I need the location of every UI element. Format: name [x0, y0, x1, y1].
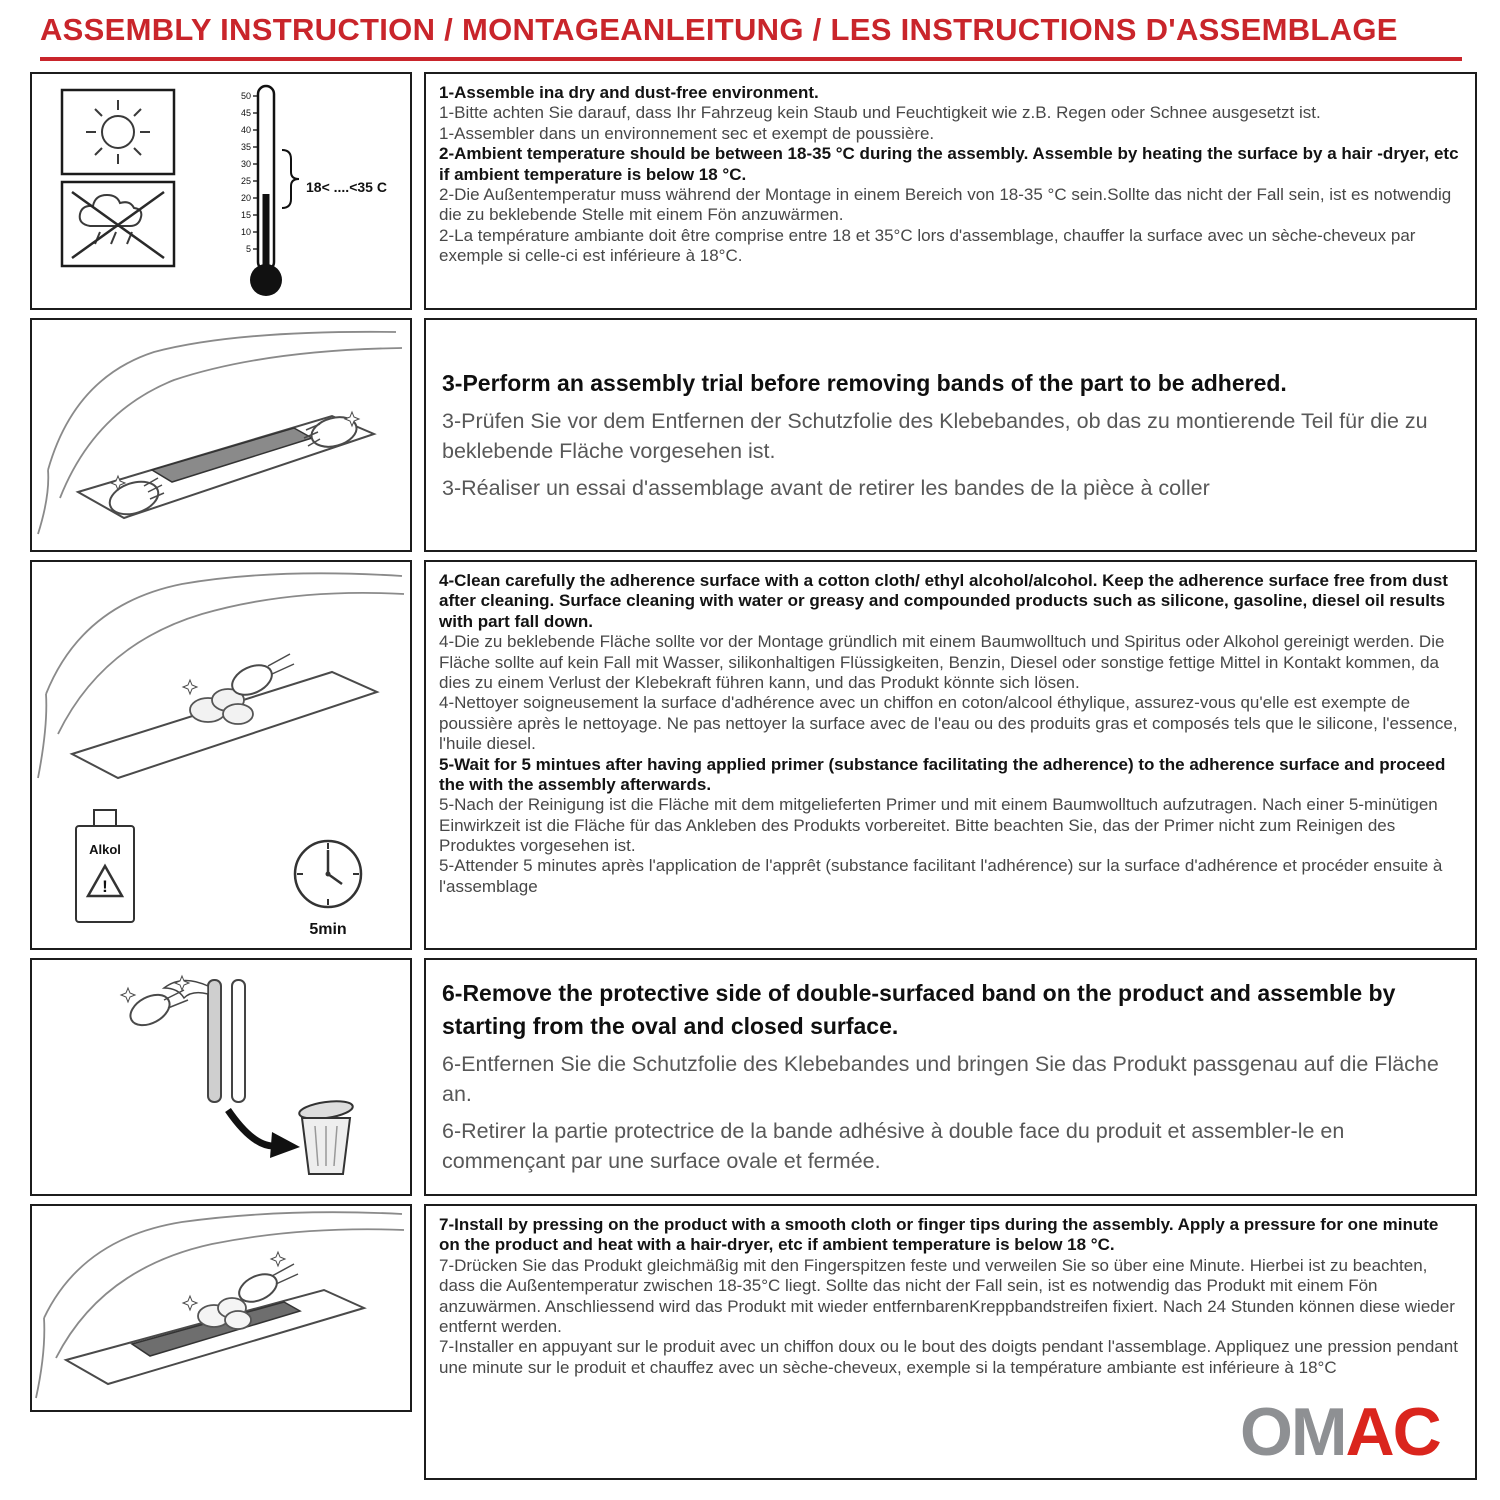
thermometer-scale [241, 91, 251, 254]
temperature-range-label: 18< ....<35 C [306, 179, 387, 195]
step7-fr: 7-Installer en appuyant sur le produit avec un chiffon doux ou le bout des doigts pendant l'assemblage. Appliquez une pression pendant une minute sur le produit et chauffez avec un sèche-cheveux, exemple si la température ambiante est inférieure à 18°C [439, 1337, 1458, 1377]
step6-fr: 6-Retirer la partie protectrice de la bande adhésive à double face du produit et assembler-le en commençant par une surface ovale et fermée. [442, 1118, 1345, 1174]
svg-text:!: ! [102, 877, 108, 896]
step2-en: 2-Ambient temperature should be between 18-35 °C during the assembly. Assemble by heating the surface by a hair -dryer, etc if ambient temperature is below 18 °C. [439, 144, 1459, 184]
svg-text:45: 45 [240, 108, 251, 118]
adhesive-strips [164, 980, 245, 1102]
step5-de: 5-Nach der Reinigung ist die Fläche mit dem mitgelieferten Primer und mit einem Baumwolltuch aufzutragen. Nach einer 5-minütigen Einwirkzeit ist die Fläche für das Ankleben des Produkts vorbereitet. Bitte beachten Sie, das der Primer nicht zum Reinigen des Produktes vorgesehen ist. [439, 795, 1438, 856]
svg-text:25: 25 [240, 176, 251, 186]
step6-en: 6-Remove the protective side of double-surfaced band on the product and assemble by starting from the oval and closed surface. [442, 980, 1396, 1039]
no-rain-icon [62, 182, 174, 266]
trash-can-icon [298, 1098, 354, 1174]
title-underline [40, 57, 1462, 61]
svg-text:5: 5 [245, 244, 251, 254]
svg-text:35: 35 [240, 142, 251, 152]
five-minutes-label: 5min [309, 921, 347, 938]
step7-en: 7-Install by pressing on the product with a smooth cloth or finger tips during the assembly. Apply a pressure for one minute on the product and heat with a hair-dryer, etc if ambient temperature is below 18 °C. [439, 1215, 1439, 1255]
svg-text:50: 50 [240, 91, 251, 101]
step5-en: 5-Wait for 5 mintues after having applied primer (substance facilitating the adherence) to the adherence surface and proceed the with the assembly afterwards. [439, 754, 1446, 794]
alcohol-bottle-icon [76, 810, 134, 922]
illustration-peel-band [30, 958, 412, 1196]
instructions-step-1-2 [424, 72, 1477, 310]
sun-icon [62, 90, 174, 174]
svg-text:30: 30 [240, 159, 251, 169]
omac-logo [1240, 1394, 1440, 1470]
instructions-step-4-5 [424, 560, 1477, 950]
pressing-cloth-icon [198, 1298, 251, 1329]
illustration-trial-fit [30, 318, 412, 552]
svg-text:15: 15 [240, 210, 251, 220]
svg-text:20: 20 [240, 193, 251, 203]
step2-de: 2-Die Außentemperatur muss während der Montage in einem Bereich von 18-35 °C sein.Sollte das nicht der Fall sein, ist es notwendig die zu beklebende Stelle mit einem Fön anzuwärmen. [439, 184, 1452, 225]
svg-text:10: 10 [240, 227, 251, 237]
step1-fr: 1-Assembler dans un environnement sec et exempt de poussière. [439, 123, 935, 143]
step1-de: 1-Bitte achten Sie darauf, dass Ihr Fahrzeug kein Staub und Feuchtigkeit wie z.B. Regen oder Schnee ausgesetzt ist. [439, 103, 1321, 123]
illustration-press-install [30, 1204, 412, 1412]
svg-text:40: 40 [240, 125, 251, 135]
omac-logo-ac: AC [1345, 1394, 1440, 1470]
step5-fr: 5-Attender 5 minutes après l'application de l'apprêt (substance facilitant l'adhérence) sur la surface d'adhérence et procéder ensuite à l'assemblage [439, 856, 1443, 896]
step4-fr: 4-Nettoyer soigneusement la surface d'adhérence avec un chiffon en coton/alcool éthylique, assurez-vous qu'elle est exempte de poussière après le nettoyage. Ne pas nettoyer la surface avec de l'eau ou des produits gras et composés tels que le silicone, l'essence, l'huile diesel. [439, 693, 1458, 754]
instructions-step-6 [424, 958, 1477, 1196]
step2-fr: 2-La température ambiante doit être comprise entre 18 et 35°C lors d'assemblage, chauffer la surface avec un sèche-cheveux par exemple si celle-ci est inférieure à 18°C. [439, 225, 1416, 266]
illustration-environment [30, 72, 412, 310]
page-title: ASSEMBLY INSTRUCTION / MONTAGEANLEITUNG / LES INSTRUCTIONS D'ASSEMBLAGE [40, 12, 1398, 47]
step6-de: 6-Entfernen Sie die Schutzfolie des Klebebandes und bringen Sie das Produkt passgenau auf die Fläche an. [442, 1051, 1439, 1107]
step7-de: 7-Drücken Sie das Produkt gleichmäßig mit den Fingerspitzen feste und verweilen Sie so über eine Minute. Hierbei ist zu beachten, dass die Außentemperatur zwischen 18-35°C liegt. Sollte das nicht der Fall sein, ist es notwendig das Produkt mit einem Fön anzuwärmen. Anschliessend wird das Produkt mit wieder entfernbarenKreppbandstreifen fixiert. Nach 24 Stunden können diese wieder entfernt werden. [439, 1255, 1455, 1336]
instructions-step-3 [424, 318, 1477, 552]
step3-fr: 3-Réaliser un essai d'assemblage avant de retirer les bandes de la pièce à coller [442, 475, 1210, 500]
step4-en: 4-Clean carefully the adherence surface with a cotton cloth/ ethyl alcohol/alcohol. Keep the adherence surface free from dust after cleaning. Surface cleaning with water or greasy and compounded products such as silicone, gasoline, diesel oil results with part fall down. [439, 571, 1448, 631]
step4-de: 4-Die zu beklebende Fläche sollte vor der Montage gründlich mit einem Baumwolltuch und Spiritus oder Alkohol gereinigt werden. Die Fläche sollte auf kein Fall mit Wasser, silikonhaltigen Flüssigkeiten, Benzin, Diesel oder sonstige fettige Mittel in Kontakt kommen, da dies zu einem Verlust der Klebekraft führen kann, und das Produkt könnte sich lösen. [439, 632, 1445, 692]
illustration-clean-surface [30, 560, 412, 950]
omac-logo-om: OM [1240, 1394, 1346, 1470]
door-sill [72, 672, 377, 778]
arrow-to-trash-icon [228, 1110, 300, 1158]
peeling-hand-icon [121, 976, 189, 1031]
clock-icon [295, 841, 361, 938]
alkol-label: Alkol [89, 842, 121, 857]
step3-de: 3-Prüfen Sie vor dem Entfernen der Schutzfolie des Klebebandes, ob das zu montierende Teil für die zu beklebende Fläche vorgesehen ist. [442, 408, 1428, 464]
thermometer-icon [241, 86, 387, 296]
step1-en: 1-Assemble ina dry and dust-free environment. [439, 83, 819, 102]
step3-en: 3-Perform an assembly trial before removing bands of the part to be adhered. [442, 369, 1287, 396]
